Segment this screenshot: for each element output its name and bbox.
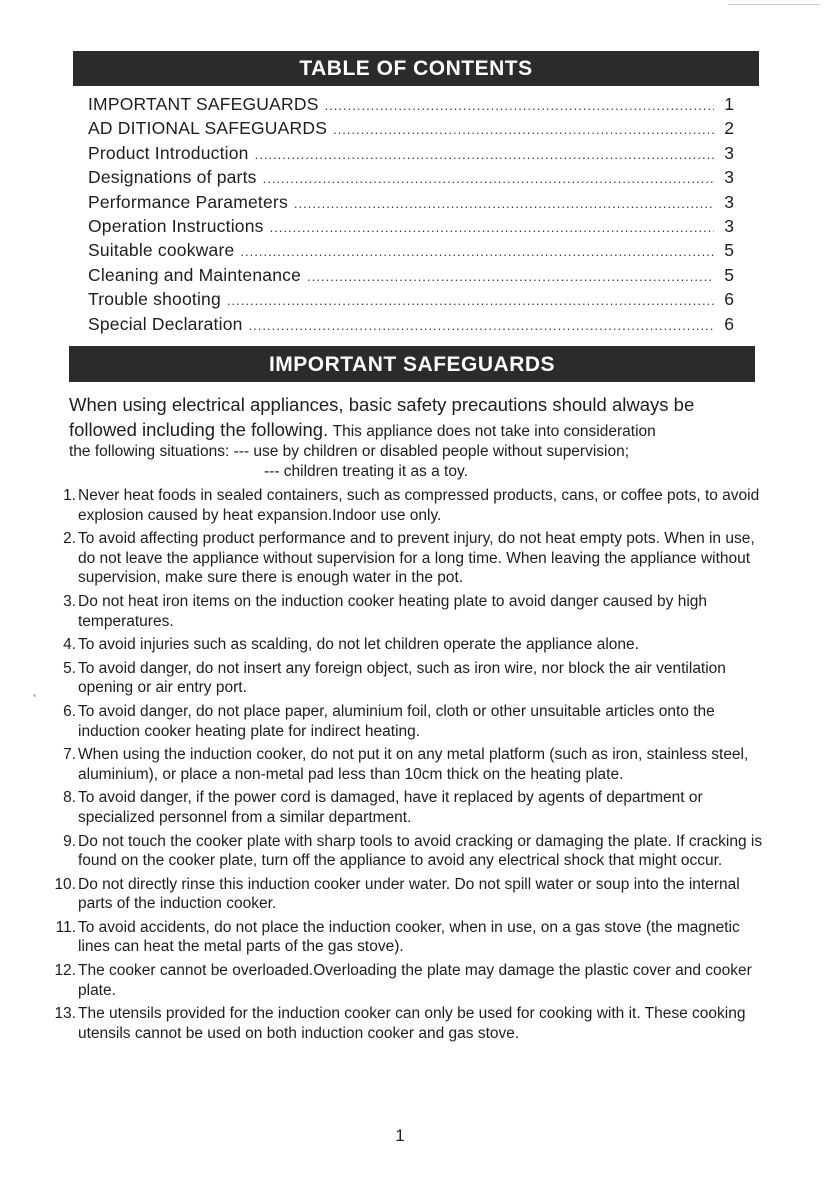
intro-line: When using electrical appliances, basic safety precautions should always be [69,394,695,415]
safeguard-text: To avoid danger, do not insert any foreign object, such as iron wire, nor block the air ventilation opening or air entry port. [78,659,726,697]
safeguard-list [48,486,770,1047]
toc-heading: TABLE OF CONTENTS [299,57,533,80]
safeguard-text: To avoid affecting product performance and to prevent injury, do not heat empty pots. When in use, do not leave the appliance without supervision for a long time. When leaving the appliance without supervision, make sure there is enough water in the pot. [78,530,755,587]
toc-entry-title: Performance Parameters [88,191,288,212]
toc-dot-leader [294,196,714,211]
safeguard-item [48,1004,770,1043]
safeguards-heading-banner [69,346,755,382]
toc-entry-page: 3 [724,142,734,163]
safeguard-number: 12. [54,962,76,980]
toc-entry[interactable] [88,289,734,313]
safeguard-item [48,702,770,741]
safeguard-number: 5. [63,659,76,677]
toc-dot-leader [227,293,714,308]
safeguard-item [48,745,770,784]
toc-entry[interactable] [88,192,734,216]
safeguard-number: 3. [63,592,76,610]
safeguard-item [48,529,770,588]
safeguards-heading: IMPORTANT SAFEGUARDS [268,353,556,376]
safeguard-text: Do not touch the cooker plate with sharp tools to avoid cracking or damaging the plate. If cracking is found on the cooker plate, turn off the appliance to avoid any electrical shock that might occur. [78,832,763,870]
toc-entry-title: Special Declaration [88,313,243,334]
safeguard-number: 2. [63,530,76,548]
toc-entry-title: Product Introduction [88,142,249,163]
toc-entry-page: 3 [724,191,734,212]
toc-entry-title: IMPORTANT SAFEGUARDS [88,94,319,114]
safeguard-item [48,875,770,914]
toc-entry-title: Trouble shooting [88,289,221,310]
safeguard-number: 8. [63,789,76,807]
safeguard-number: 9. [63,832,76,850]
toc-entry-title: Designations of parts [88,167,257,188]
toc-entry-page: 6 [724,313,734,334]
safeguard-item [48,961,770,1000]
safeguard-text: To avoid danger, do not place paper, aluminium foil, cloth or other unsuitable articles onto the induction cooker heating plate for indirect heating. [78,702,715,740]
toc-entry-page: 1 [724,94,734,114]
toc-entry-title: Operation Instructions [88,215,264,236]
safeguard-item [48,592,770,631]
safeguard-item [48,788,770,827]
toc-dot-leader [270,220,714,235]
safeguard-item [48,635,770,655]
toc-entry-page: 3 [724,167,734,188]
safeguards-intro [69,392,759,482]
scan-speck [33,694,36,697]
safeguard-number: 1. [63,487,76,504]
toc-entry-page: 3 [724,215,734,236]
safeguard-item [48,832,770,871]
toc-dot-leader [263,171,714,186]
safeguard-number: 7. [63,746,76,764]
toc-entry-title: AD DITIONAL SAFEGUARDS [88,118,328,139]
safeguard-number: 11. [55,918,76,936]
toc-entry[interactable] [88,265,734,289]
top-edge-rule [728,4,820,5]
safeguard-item [48,486,770,525]
safeguard-number: 6. [63,702,76,720]
toc-dot-leader [249,318,714,333]
safeguard-number: 10. [54,875,76,893]
toc-entry[interactable] [88,216,734,240]
toc-entry-page: 5 [724,240,734,261]
toc-entry[interactable] [88,240,734,264]
table-of-contents [88,94,734,338]
safeguard-number: 4. [63,636,76,654]
safeguard-text: The cooker cannot be overloaded.Overloading the plate may damage the plastic cover and cooker plate. [78,962,752,999]
toc-dot-leader [307,269,714,284]
toc-entry[interactable] [88,167,734,191]
safeguard-text: To avoid accidents, do not place the induction cooker, when in use, on a gas stove (the magnetic lines can heat the metal parts of the gas stove). [78,918,740,956]
toc-entry[interactable] [88,118,734,142]
toc-entry[interactable] [88,314,734,338]
page-number: 1 [395,1126,405,1145]
toc-entry-title: Cleaning and Maintenance [88,264,302,285]
safeguard-text: When using the induction cooker, do not put it on any metal platform (such as iron, stainless steel, aluminium), or place a non-metal pad less than 10cm thick on the heating plate. [78,746,749,783]
toc-dot-leader [240,244,714,259]
toc-entry-page: 2 [724,118,734,139]
safeguard-text: To avoid injuries such as scalding, do not let children operate the appliance alone. [78,636,639,654]
intro-line: This appliance does not take into consideration [332,423,656,440]
toc-entry-page: 5 [724,264,734,285]
toc-entry-page: 6 [724,289,734,310]
intro-line: --- children treating it as a toy. [264,463,468,480]
toc-entry[interactable] [88,94,734,118]
toc-entry-title: Suitable cookware [88,240,235,261]
toc-dot-leader [333,122,714,137]
intro-line: followed including the following. [69,419,329,440]
safeguard-text: The utensils provided for the induction cooker can only be used for cooking with it. These cooking utensils cannot be used on both induction cooker and gas stove. [78,1005,746,1042]
intro-line: the following situations: --- use by children or disabled people without supervision; [69,443,630,460]
safeguard-text: To avoid danger, if the power cord is damaged, have it replaced by agents of department or specialized personnel from a similar department. [78,789,703,826]
safeguard-text: Do not directly rinse this induction cooker under water. Do not spill water or soup into the internal parts of the induction cooker. [78,875,740,913]
toc-heading-banner [73,51,759,86]
safeguard-item [48,918,770,957]
safeguard-item [48,659,770,698]
toc-entry[interactable] [88,143,734,167]
safeguard-text: Do not heat iron items on the induction cooker heating plate to avoid danger caused by high temperatures. [78,592,708,630]
toc-dot-leader [325,98,714,113]
safeguard-number: 13. [54,1005,76,1023]
safeguard-text: Never heat foods in sealed containers, such as compressed products, cans, or coffee pots, to avoid explosion caused by heat expansion.Indoor use only. [78,487,760,524]
toc-dot-leader [255,147,714,162]
